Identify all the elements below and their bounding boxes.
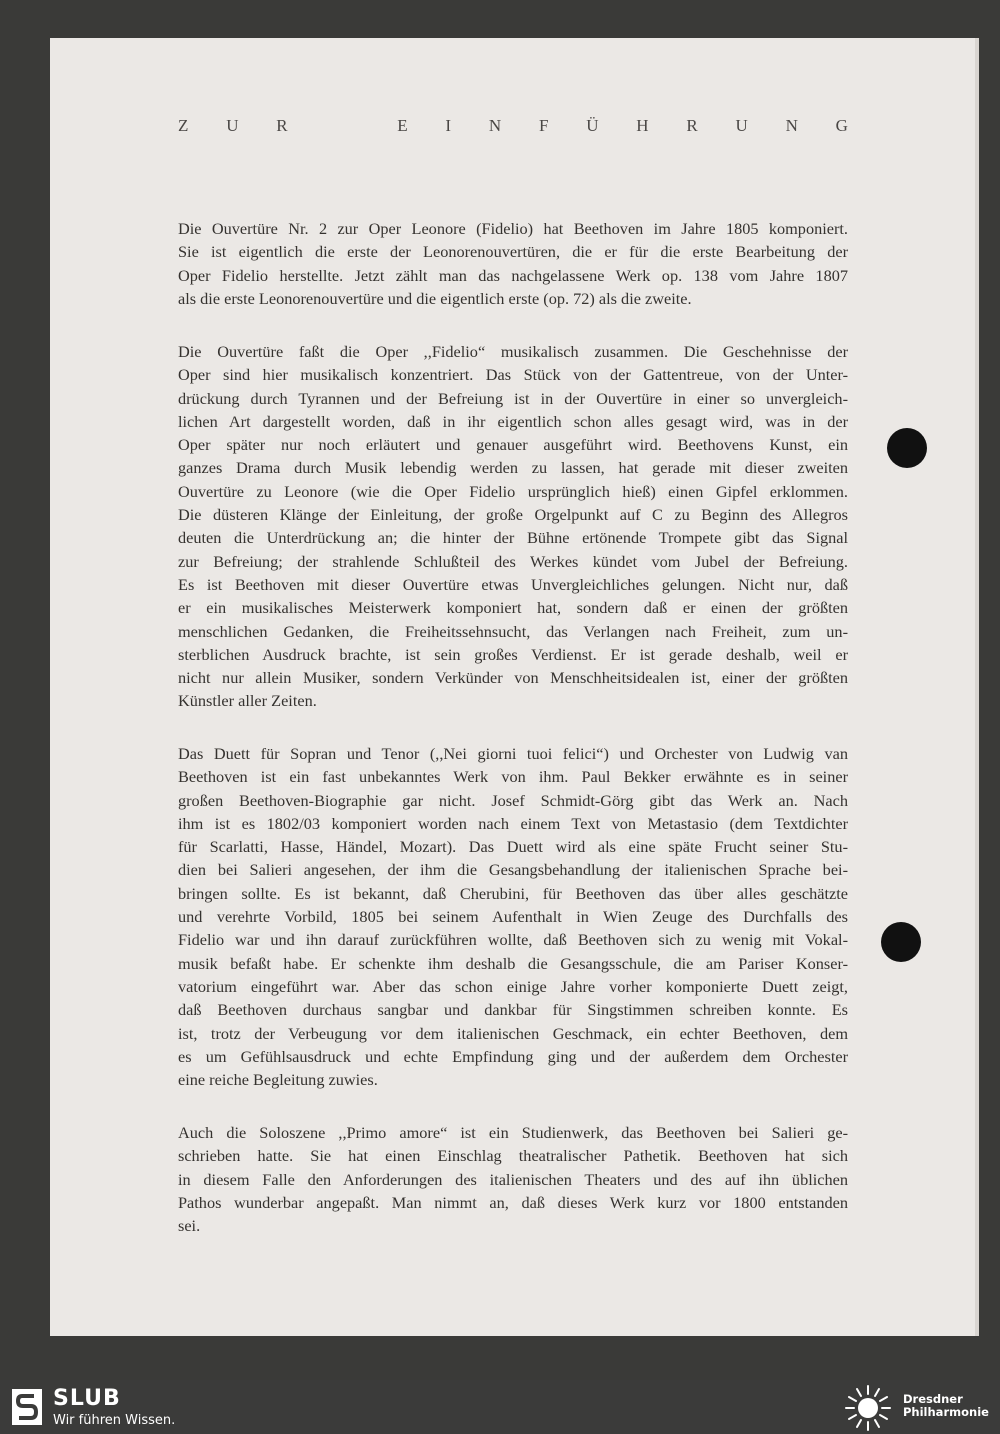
heading-letter: H: [636, 116, 649, 135]
text-line: Es ist Beethoven mit dieser Ouvertüre etwas Unvergleichliches gelungen. Nicht nur, daß: [178, 574, 848, 594]
heading-letter: U: [735, 116, 748, 135]
heading-letter: U: [226, 116, 239, 135]
heading-letter: R: [686, 116, 698, 135]
text-line: dien bei Salieri angesehen, der ihm die Gesangsbehandlung der italienischen Sprache bei-: [178, 860, 848, 880]
text-line: Oper Fidelio herstellte. Jetzt zählt man das nachgelassene Werk op. 138 vom Jahre 1807: [178, 265, 848, 285]
text-line: sterblichen Ausdruck brachte, ist sein großes Verdienst. Er ist gerade deshalb, weil er: [178, 644, 848, 664]
dresdner-philharmonie-brand[interactable]: [903, 1393, 989, 1419]
text-line: nicht nur allein Musiker, sondern Verkünder von Menschheitsidealen ist, einer der größten: [178, 668, 848, 688]
heading-letter: Ü: [586, 116, 599, 135]
text-line: und verehrte Vorbild, 1805 bei seinem Aufenthalt in Wien Zeuge des Durchfalls des: [178, 907, 848, 927]
text-line: ihm ist es 1802/03 komponiert worden nach einem Text von Metastasio (dem Textdichter: [178, 813, 848, 833]
text-line: Beethoven ist ein fast unbekanntes Werk von ihm. Paul Bekker erwähnte es in seiner: [178, 767, 848, 787]
text-line: Pathos wunderbar angepaßt. Man nimmt an, daß dieses Werk kurz vor 1800 entstanden: [178, 1192, 848, 1212]
text-line: deuten die Unterdrückung an; die hinter der Bühne ertönende Trompete gibt das Signal: [178, 528, 848, 548]
text-line: großen Beethoven-Biographie gar nicht. Josef Schmidt-Görg gibt das Werk an. Nach: [178, 790, 848, 810]
slub-brand[interactable]: SLUB: [53, 1386, 121, 1411]
text-line: Fidelio war und ihn darauf zurückführen wollte, daß Beethoven sich zu wenig mit Vokal-: [178, 930, 848, 950]
brand-line-1: Dresdner: [903, 1392, 963, 1406]
text-line: Die Ouvertüre Nr. 2 zur Oper Leonore (Fidelio) hat Beethoven im Jahre 1805 komponiert.: [178, 219, 848, 238]
heading-letter: I: [445, 116, 452, 135]
heading-letter: R: [276, 116, 288, 135]
text-line: menschlichen Gedanken, die Freiheitssehnsucht, das Verlangen nach Freiheit, zum un-: [178, 621, 848, 641]
text-line: zur Befreiung; der strahlende Schlußteil des Werkes kündet vom Jubel der Befreiung.: [178, 551, 848, 571]
text-line: er ein musikalisches Meisterwerk komponiert hat, sondern daß er einen der größten: [178, 598, 848, 618]
heading-letter: E: [397, 116, 408, 135]
footer-bar: [0, 1380, 1000, 1434]
paragraph-overture-intro: [178, 217, 848, 310]
text-line: Oper später nur noch erläutert und genauer ausgeführt wird. Beethovens Kunst, ein: [178, 435, 848, 455]
text-line: Oper sind hier musikalisch konzentriert. Das Stück von der Gattentreue, von der Unter-: [178, 365, 848, 385]
text-line: als die erste Leonorenouvertüre und die eigentlich erste (op. 72) als die zweite.: [178, 288, 692, 308]
text-line: Ouvertüre zu Leonore (wie die Oper Fidelio ursprünglich hieß) einen Gipfel erklommen.: [178, 481, 848, 501]
text-line: eine reiche Begleitung zuwies.: [178, 1070, 378, 1090]
text-line: schrieben hatte. Sie hat einen Einschlag theatralischer Pathetik. Beethoven hat sich: [178, 1146, 848, 1166]
heading-letter: N: [785, 116, 798, 135]
text-line: bringen sollte. Es ist bekannt, daß Cherubini, für Beethoven das über alles geschätzte: [178, 883, 848, 903]
text-line: für Scarlatti, Hasse, Händel, Mozart). Das Duett wird als eine späte Frucht seiner Stu-: [178, 837, 848, 857]
paragraph-duet: [178, 742, 848, 1091]
heading-letter: G: [835, 116, 848, 135]
text-line: Die Ouvertüre faßt die Oper ,,Fidelio“ musikalisch zusammen. Die Geschehnisse der: [178, 342, 848, 361]
text-line: vatorium eingeführt war. Aber das schon einige Jahre vorher komponierte Duett zeigt,: [178, 976, 848, 996]
slub-tagline: Wir führen Wissen.: [53, 1413, 176, 1428]
heading-word-gap: [325, 116, 359, 136]
text-line: es um Gefühlsausdruck und echte Empfindung ging und der außerdem dem Orchester: [178, 1046, 848, 1066]
punch-hole: [881, 922, 921, 962]
paragraph-soloszene: [178, 1121, 848, 1237]
heading-letter: Z: [178, 116, 189, 135]
text-line: Das Duett für Sopran und Tenor (,,Nei giorni tuoi felici“) und Orchester von Ludwig van: [178, 744, 848, 763]
heading-letter: N: [488, 116, 502, 135]
text-line: daß Beethoven durchaus sangbar und dankbar für Singstimmen schreiben konnte. Es: [178, 1000, 848, 1020]
page-heading: [178, 116, 848, 136]
page-edge: [975, 38, 979, 1336]
text-line: sei.: [178, 1216, 201, 1236]
punch-hole: [887, 428, 927, 468]
text-line: Auch die Soloszene ,,Primo amore“ ist ein Studienwerk, das Beethoven bei Salieri ge-: [178, 1123, 848, 1142]
brand-line-2: Philharmonie: [903, 1405, 989, 1419]
dresdner-philharmonie-logo-icon[interactable]: [842, 1383, 894, 1433]
text-line: in diesem Falle den Anforderungen des italienischen Theaters und des auf ihn üblichen: [178, 1169, 848, 1189]
text-line: musik befaßt habe. Er schenkte ihm deshalb die Gesangsschule, die am Pariser Konser-: [178, 953, 848, 973]
text-line: drückung durch Tyrannen und der Befreiung ist in der Ouvertüre in einer so unvergleich-: [178, 388, 848, 408]
text-line: ganzes Drama durch Musik lebendig werden zu lassen, hat gerade mit dieser zweiten: [178, 458, 848, 478]
paragraph-overture-fidelio: [178, 340, 848, 713]
text-line: lichen Art dargestellt worden, daß in ihr eigentlich schon alles gesagt wird, was in der: [178, 411, 848, 431]
slub-logo-icon[interactable]: [12, 1389, 42, 1425]
heading-letter: F: [538, 116, 549, 135]
text-line: Sie ist eigentlich die erste der Leonorenouvertüren, die er für die erste Bearbeitung der: [178, 242, 848, 262]
text-line: Künstler aller Zeiten.: [178, 691, 317, 711]
text-line: ist, trotz der Verbeugung vor dem italienischen Geschmack, ein echter Beethoven, dem: [178, 1023, 848, 1043]
text-line: Die düsteren Klänge der Einleitung, der große Orgelpunkt auf C zu Beginn des Allegros: [178, 505, 848, 525]
